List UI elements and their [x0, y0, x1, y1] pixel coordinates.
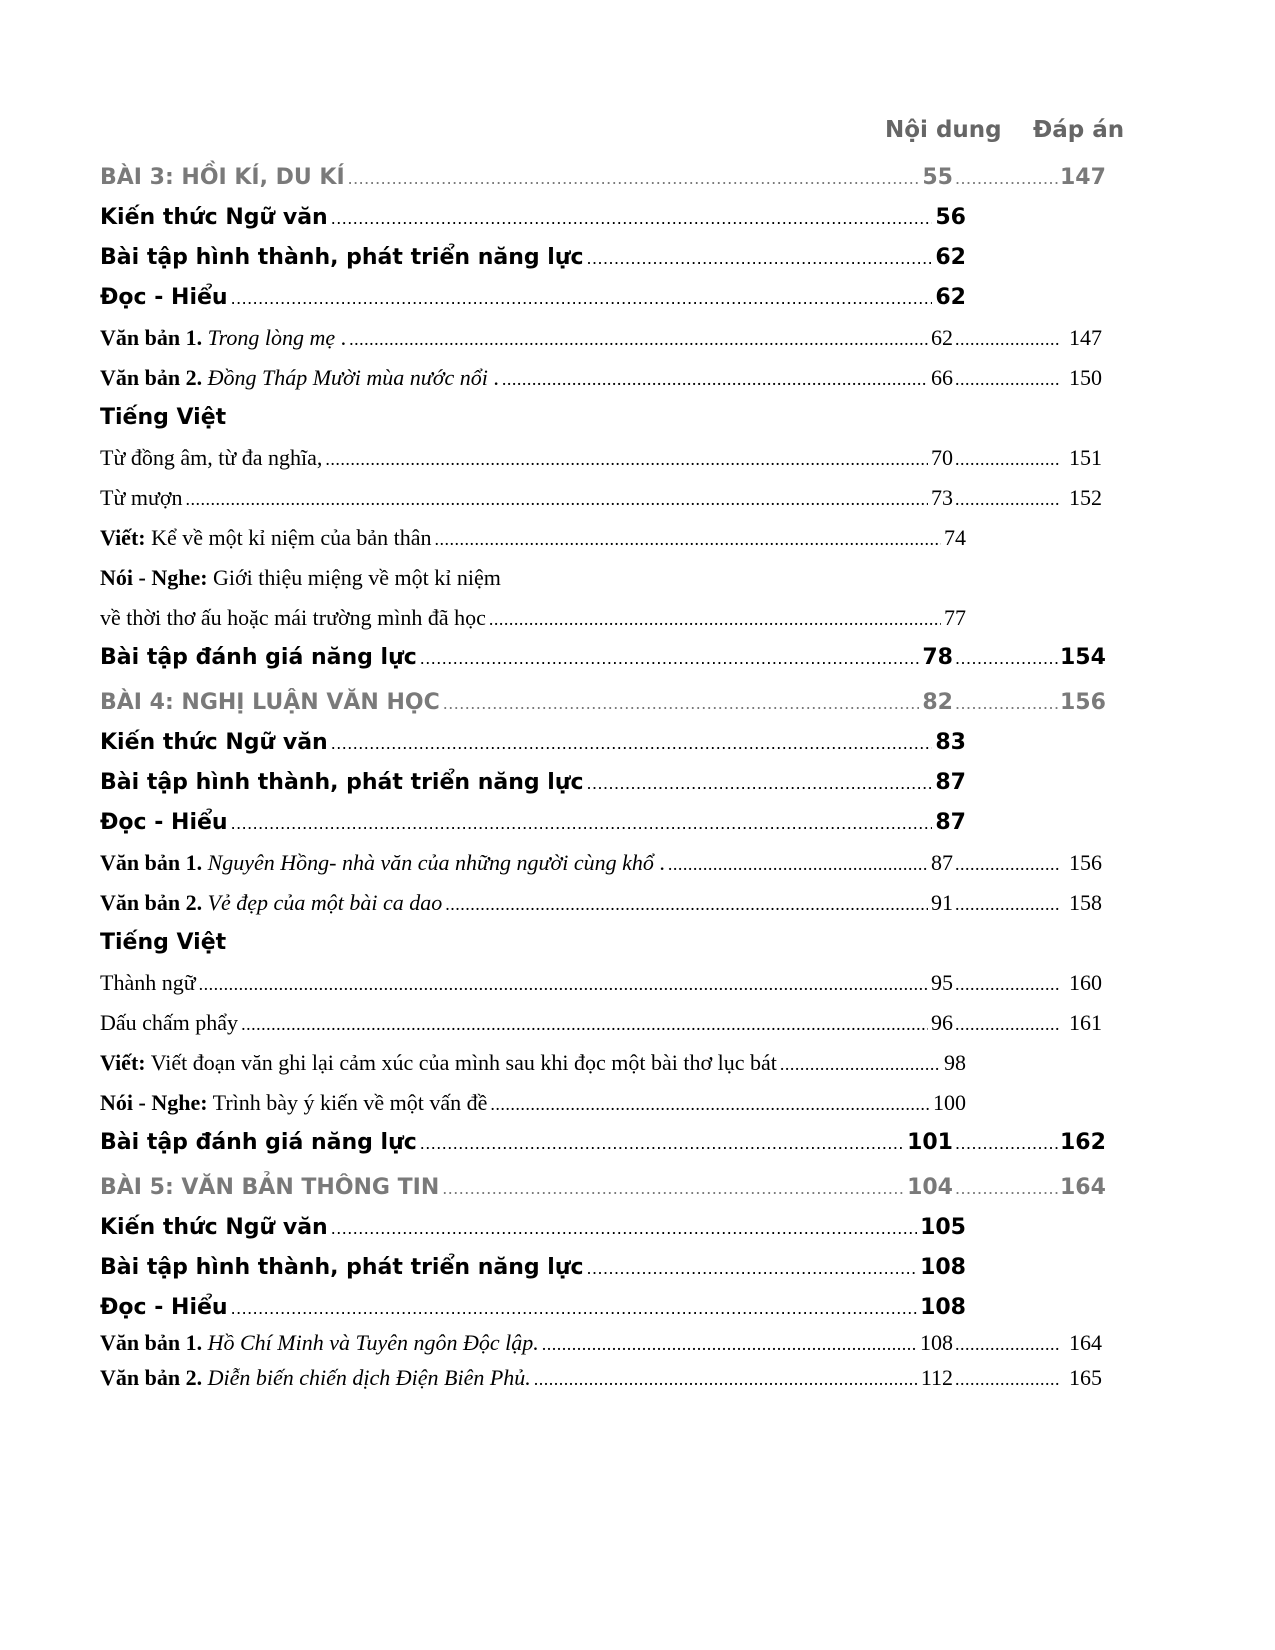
toc-entry[interactable] — [100, 845, 1102, 881]
dot-leader — [955, 886, 1060, 922]
dot-leader — [231, 1290, 917, 1326]
page-number-content: 82 — [922, 690, 953, 715]
toc-entry[interactable] — [100, 640, 1106, 676]
section-heading: Tiếng Việt — [100, 405, 227, 430]
dot-leader — [955, 321, 1060, 357]
toc-entry[interactable] — [100, 1005, 1102, 1041]
page-number-content: 56 — [935, 205, 966, 230]
page-number-content: 100 — [933, 1090, 966, 1115]
entry-label: Đọc - Hiểu — [100, 1295, 228, 1320]
unit-title: BÀI 4: NGHỊ LUẬN VĂN HỌC — [100, 690, 440, 715]
entry-title: Đồng Tháp Mười mùa nước nổi — [207, 365, 488, 390]
entry-label — [100, 600, 486, 636]
page-number-content: 55 — [922, 165, 953, 190]
page-number-answer: 162 — [1060, 1130, 1106, 1155]
entry-label: Kiến thức Ngữ văn — [100, 730, 328, 755]
section-heading: Tiếng Việt — [100, 930, 227, 955]
page-number-answer: 147 — [1069, 325, 1102, 350]
entry-title: Hồ Chí Minh và Tuyên ngôn Độc lập. — [207, 1330, 539, 1355]
entry-text: Trình bày ý kiến về một vấn đề — [207, 1090, 488, 1115]
page-number-content: 108 — [920, 1330, 953, 1355]
page-number-answer: 152 — [1069, 485, 1102, 510]
page-number-answer: 154 — [1060, 645, 1106, 670]
column-header-content: Nội dung — [885, 117, 1002, 143]
dot-leader — [331, 200, 933, 236]
entry-label — [100, 440, 322, 476]
dot-leader — [955, 1326, 1060, 1362]
dot-leader — [587, 765, 933, 801]
entry-text: Viết đoạn văn ghi lại cảm xúc của mình sau khi đọc một bài thơ lục bát — [145, 1050, 777, 1075]
entry-label — [100, 560, 501, 596]
toc-entry[interactable] — [100, 1290, 966, 1326]
entry-label — [100, 885, 442, 921]
entry-lead: Văn bản 1. — [100, 1330, 203, 1355]
dot-leader — [542, 1326, 917, 1362]
toc-entry[interactable] — [100, 1210, 966, 1246]
toc-entry[interactable] — [100, 685, 1106, 721]
toc-entry[interactable] — [100, 160, 1106, 196]
toc-entry[interactable] — [100, 360, 1102, 396]
page-number-content: 62 — [935, 285, 966, 310]
toc-entry[interactable] — [100, 1250, 966, 1286]
page-number-answer: 147 — [1060, 165, 1106, 190]
entry-text: Thành ngữ — [100, 970, 196, 995]
toc-entry[interactable] — [100, 440, 1102, 476]
entry-label — [100, 1045, 777, 1081]
toc-entry[interactable] — [100, 240, 966, 276]
page-number-content: 77 — [944, 605, 966, 630]
toc-entry[interactable] — [100, 600, 966, 636]
dot-leader — [241, 1006, 928, 1042]
entry-label — [100, 965, 196, 1001]
page-number-answer: 156 — [1069, 850, 1102, 875]
entry-text: Từ mượn — [100, 485, 183, 510]
entry-label — [100, 360, 499, 396]
toc-entry[interactable] — [100, 1045, 966, 1081]
entry-label — [100, 845, 665, 881]
toc-entry[interactable] — [100, 200, 966, 236]
page-number-content: 74 — [944, 525, 966, 550]
entry-label: Đọc - Hiểu — [100, 810, 228, 835]
dot-leader — [331, 1210, 917, 1246]
entry-text: . — [653, 850, 665, 875]
page-number-content: 73 — [931, 485, 953, 510]
unit-title: BÀI 3: HỒI KÍ, DU KÍ — [100, 165, 345, 190]
dot-leader — [420, 1125, 904, 1161]
toc-entry[interactable] — [100, 560, 966, 596]
dot-leader — [325, 441, 928, 477]
page-number-content: 91 — [931, 890, 953, 915]
dot-leader — [331, 725, 933, 761]
toc-entry[interactable] — [100, 805, 966, 841]
entry-text: Từ đồng âm, từ đa nghĩa, — [100, 445, 323, 470]
page-number-content: 104 — [907, 1175, 953, 1200]
entry-label — [100, 1325, 539, 1361]
dot-leader — [442, 1170, 904, 1206]
dot-leader — [955, 160, 1060, 196]
toc-entry[interactable] — [100, 1170, 1106, 1206]
entry-text: Kể về một kỉ niệm của bản thân — [145, 525, 432, 550]
entry-label — [100, 320, 346, 356]
entry-title: Trong lòng mẹ — [207, 325, 336, 350]
toc-entry[interactable] — [100, 885, 1102, 921]
dot-leader — [489, 601, 941, 637]
dot-leader — [587, 240, 933, 276]
page-number-content: 96 — [931, 1010, 953, 1035]
dot-leader — [348, 160, 920, 196]
entry-label: Bài tập hình thành, phát triển năng lực — [100, 1255, 584, 1280]
toc-entry[interactable] — [100, 925, 966, 961]
dot-leader — [231, 280, 933, 316]
dot-leader — [587, 1250, 918, 1286]
toc-entry[interactable] — [100, 1360, 1102, 1396]
dot-leader — [780, 1046, 941, 1082]
toc-entry[interactable] — [100, 1125, 1106, 1161]
dot-leader — [349, 321, 928, 357]
page-number-content: 95 — [931, 970, 953, 995]
dot-leader — [668, 846, 928, 882]
dot-leader — [435, 521, 941, 557]
page-number-content: 62 — [935, 245, 966, 270]
page-number-content: 87 — [935, 770, 966, 795]
dot-leader — [443, 685, 920, 721]
page-number-content: 108 — [920, 1295, 966, 1320]
dot-leader — [955, 1125, 1060, 1161]
entry-label — [100, 1360, 531, 1396]
dot-leader — [445, 886, 928, 922]
entry-label: Đọc - Hiểu — [100, 285, 228, 310]
page-number-content: 70 — [931, 445, 953, 470]
page-number-answer: 161 — [1069, 1010, 1102, 1035]
page-number-content: 112 — [920, 1365, 953, 1390]
dot-leader — [955, 1006, 1060, 1042]
entry-label: Bài tập hình thành, phát triển năng lực — [100, 245, 584, 270]
page-number-content: 87 — [935, 810, 966, 835]
dot-leader — [955, 1361, 1060, 1397]
toc-entry[interactable] — [100, 1325, 1102, 1361]
toc-entry[interactable] — [100, 1085, 966, 1121]
entry-label — [100, 1085, 487, 1121]
dot-leader — [955, 846, 1060, 882]
page-number-answer: 151 — [1069, 445, 1102, 470]
entry-lead: Nói - Nghe: — [100, 565, 208, 590]
dot-leader — [534, 1361, 918, 1397]
dot-leader — [231, 805, 933, 841]
dot-leader — [186, 481, 928, 517]
dot-leader — [420, 640, 920, 676]
page-number-content: 66 — [931, 365, 953, 390]
toc-entry[interactable] — [100, 480, 1102, 516]
entry-lead: Viết: — [100, 1050, 146, 1075]
page-number-answer: 165 — [1069, 1365, 1102, 1390]
page-number-answer: 160 — [1069, 970, 1102, 995]
entry-title: Nguyên Hồng- nhà văn của những người cùng khổ — [207, 850, 654, 875]
page-number-answer: 164 — [1069, 1330, 1102, 1355]
entry-text: về thời thơ ấu hoặc mái trường mình đã học — [100, 605, 486, 630]
page-number-content: 78 — [922, 645, 953, 670]
dot-leader — [502, 361, 928, 397]
entry-lead: Văn bản 1. — [100, 325, 203, 350]
entry-title: Vẻ đẹp của một bài ca dao — [207, 890, 443, 915]
entry-label: Bài tập đánh giá năng lực — [100, 645, 417, 670]
dot-leader — [199, 966, 928, 1002]
toc-entry[interactable] — [100, 280, 966, 316]
entry-text: Giới thiệu miệng về một kỉ niệm — [207, 565, 501, 590]
toc-entry[interactable] — [100, 725, 966, 761]
entry-lead: Văn bản 2. — [100, 890, 203, 915]
entry-label: Kiến thức Ngữ văn — [100, 205, 328, 230]
dot-leader — [955, 441, 1060, 477]
entry-label — [100, 520, 432, 556]
entry-lead: Văn bản 1. — [100, 850, 203, 875]
column-header-answers: Đáp án — [1033, 117, 1125, 143]
entry-lead: Nói - Nghe: — [100, 1090, 208, 1115]
dot-leader — [955, 685, 1060, 721]
entry-label — [100, 480, 183, 516]
dot-leader — [490, 1086, 930, 1122]
entry-text: . — [487, 365, 499, 390]
dot-leader — [955, 966, 1060, 1002]
unit-title: BÀI 5: VĂN BẢN THÔNG TIN — [100, 1175, 440, 1200]
entry-lead: Viết: — [100, 525, 146, 550]
toc-entry[interactable] — [100, 520, 966, 556]
dot-leader — [955, 481, 1060, 517]
dot-leader — [955, 640, 1060, 676]
entry-lead: Văn bản 2. — [100, 365, 203, 390]
page-number-answer: 156 — [1060, 690, 1106, 715]
entry-label: Kiến thức Ngữ văn — [100, 1215, 328, 1240]
page-number-answer: 150 — [1069, 365, 1102, 390]
toc-entry[interactable] — [100, 965, 1102, 1001]
entry-label — [100, 1005, 238, 1041]
entry-title: Diễn biến chiến dịch Điện Biên Phủ. — [207, 1365, 531, 1390]
entry-text: . — [335, 325, 347, 350]
page-number-content: 98 — [944, 1050, 966, 1075]
entry-label: Bài tập hình thành, phát triển năng lực — [100, 770, 584, 795]
page-number-answer: 164 — [1060, 1175, 1106, 1200]
page-number-content: 62 — [931, 325, 953, 350]
page-number-content: 83 — [935, 730, 966, 755]
entry-lead: Văn bản 2. — [100, 1365, 203, 1390]
page-number-answer: 158 — [1069, 890, 1102, 915]
page-number-content: 101 — [907, 1130, 953, 1155]
dot-leader — [955, 361, 1060, 397]
dot-leader — [955, 1170, 1060, 1206]
entry-label: Bài tập đánh giá năng lực — [100, 1130, 417, 1155]
entry-text: Dấu chấm phẩy — [100, 1010, 239, 1035]
toc-entry[interactable] — [100, 320, 1102, 356]
toc-entry[interactable] — [100, 400, 966, 436]
page-number-content: 105 — [920, 1215, 966, 1240]
toc-entry[interactable] — [100, 765, 966, 801]
page-number-content: 87 — [931, 850, 953, 875]
page-number-content: 108 — [920, 1255, 966, 1280]
